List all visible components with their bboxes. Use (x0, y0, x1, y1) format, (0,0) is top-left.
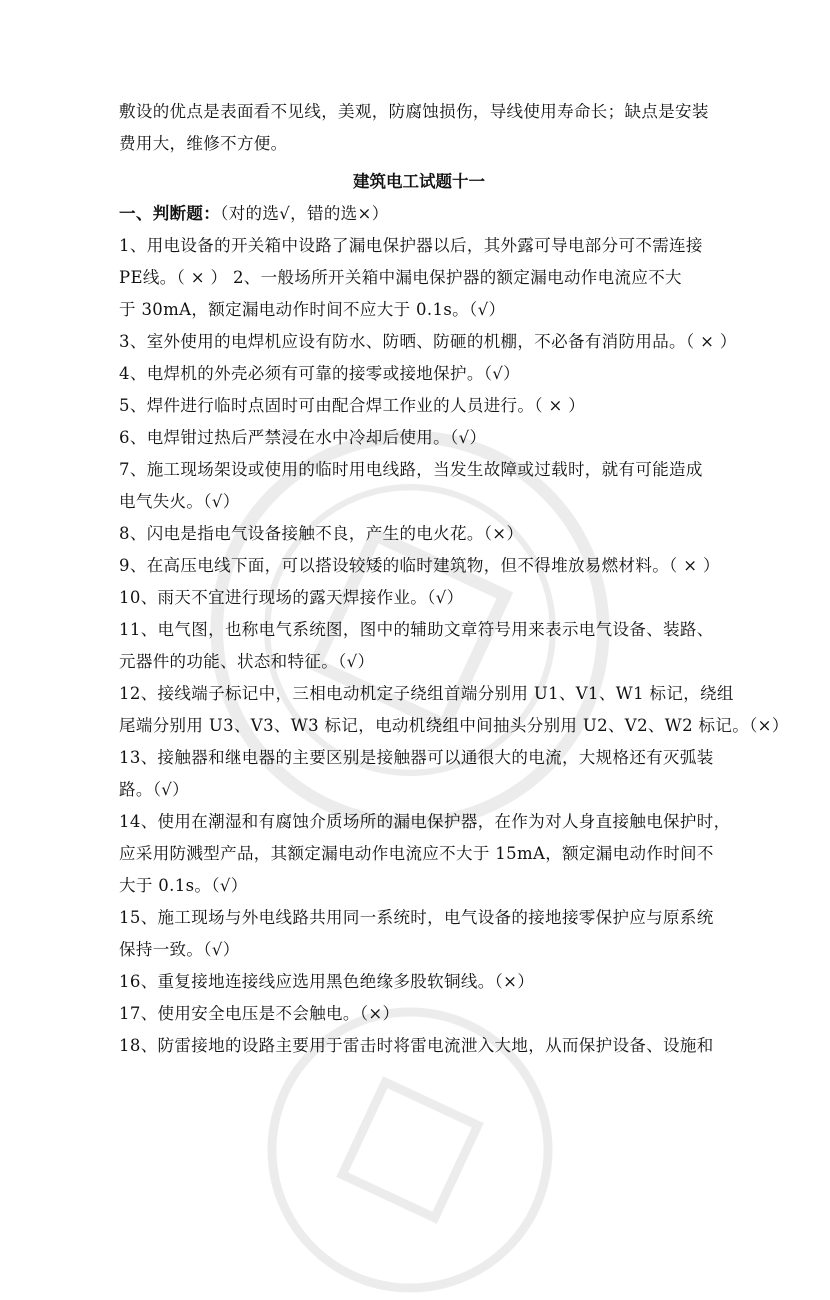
question-line: 8、闪电是指电气设备接触不良，产生的电火花。（×） (119, 524, 524, 543)
question-line: 12、接线端子标记中，三相电动机定子绕组首端分别用 U1、V1、W1 标记，绕组 (119, 684, 734, 703)
section-heading-label: 一、判断题： (119, 204, 221, 223)
question-line: 尾端分别用 U3、V3、W3 标记，电动机绕组中间抽头分别用 U2、V2、W2 标记。（×） (119, 716, 789, 735)
question-line: 3、室外使用的电焊机应设有防水、防晒、防砸的机棚，不必备有消防用品。（ × ） (119, 332, 737, 351)
question-line: 16、重复接地连接线应选用黑色绝缘多股软铜线。（×） (119, 972, 535, 991)
question-line: 电气失火。（√） (119, 492, 240, 511)
question-line: 6、电焊钳过热后严禁浸在水中冷却后使用。（√） (119, 428, 487, 447)
question-line: PE线。（ × ） 2、一般场所开关箱中漏电保护器的额定漏电动作电流应不大 (119, 268, 682, 287)
question-line: 大于 0.1s。（√） (119, 876, 248, 895)
document-body (119, 96, 789, 1062)
question-line: 15、施工现场与外电线路共用同一系统时，电气设备的接地接零保护应与原系统 (119, 908, 714, 927)
question-line: 7、施工现场架设或使用的临时用电线路，当发生故障或过载时，就有可能造成 (119, 460, 703, 479)
section-heading (119, 198, 719, 230)
question-line: 5、焊件进行临时点固时可由配合焊工作业的人员进行。（ × ） (119, 396, 586, 415)
section-heading-note: （对的选√，错的选×） (220, 204, 389, 223)
question-line: 9、在高压电线下面，可以搭设较矮的临时建筑物，但不得堆放易燃材料。（ × ） (119, 556, 720, 575)
question-line: 1、用电设备的开关箱中设路了漏电保护器以后，其外露可导电部分可不需连接 (119, 236, 703, 255)
question-line: 元器件的功能、状态和特征。（√） (119, 652, 375, 671)
text-line: 敷设的优点是表面看不见线，美观，防腐蚀损伤，导线使用寿命长；缺点是安装 (119, 102, 709, 121)
question-line: 14、使用在潮湿和有腐蚀介质场所的漏电保护器，在作为对人身直接触电保护时， (119, 812, 731, 831)
question-line: 于 30mA，额定漏电动作时间不应大于 0.1s。（√） (119, 300, 506, 319)
question-line: 11、电气图，也称电气系统图，图中的辅助文章符号用来表示电气设备、装路、 (119, 620, 714, 639)
question-line: 应采用防溅型产品，其额定漏电动作电流应不大于 15mA，额定漏电动作时间不 (119, 844, 714, 863)
question-line: 18、防雷接地的设路主要用于雷击时将雷电流泄入大地，从而保护设备、设施和 (119, 1036, 714, 1055)
question-line: 10、雨天不宜进行现场的露天焊接作业。（√） (119, 588, 464, 607)
section-title: 建筑电工试题十一 (353, 172, 485, 191)
question-line: 17、使用安全电压是不会触电。（×） (119, 1004, 400, 1023)
question-line: 保持一致。（√） (119, 940, 240, 959)
text-line: 费用大，维修不方便。 (119, 134, 288, 153)
question-line: 4、电焊机的外壳必须有可靠的接零或接地保护。（√） (119, 364, 521, 383)
question-line: 13、接触器和继电器的主要区别是接触器可以通很大的电流，大规格还有灭弧装 (119, 748, 714, 767)
question-line: 路。（√） (119, 780, 190, 799)
